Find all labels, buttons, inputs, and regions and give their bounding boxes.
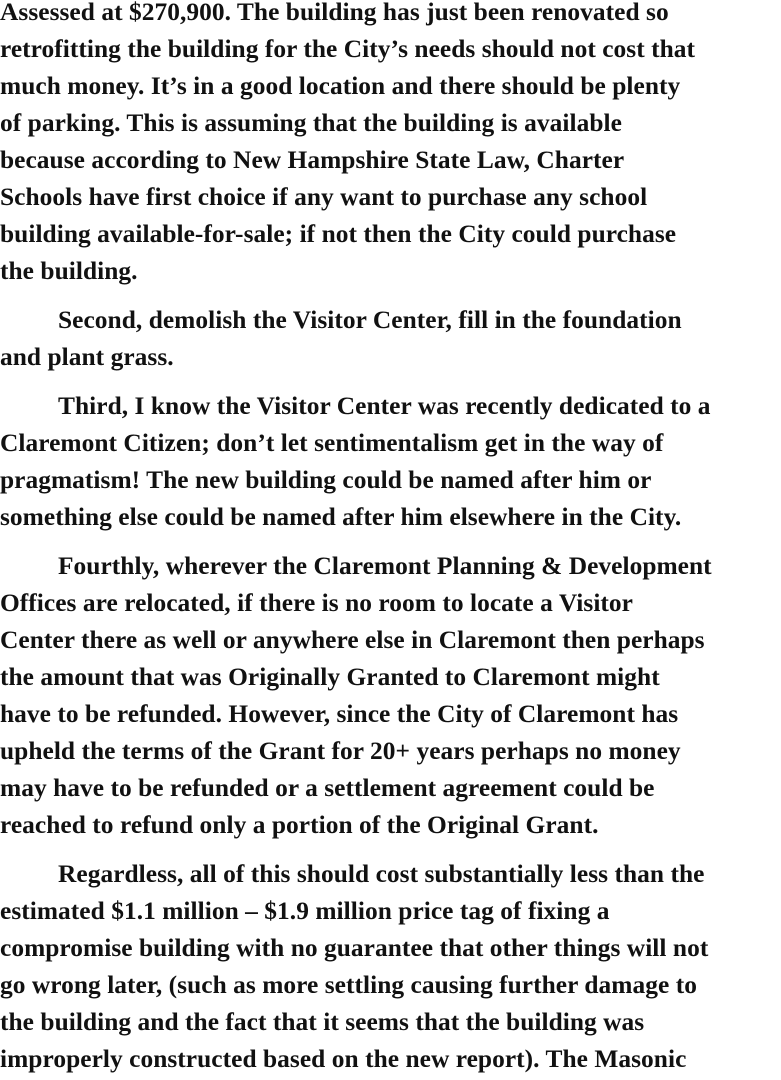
text-line: Fourthly, wherever the Claremont Planning & Development — [58, 552, 712, 580]
text-line: Offices are relocated, if there is no room to locate a Visitor — [0, 589, 633, 617]
text-line: much money. It’s in a good location and there should be plenty — [0, 72, 681, 100]
text-line: the amount that was Originally Granted to Claremont might — [0, 663, 660, 691]
text-line: Assessed at $270,900. The building has just been renovated so — [0, 0, 669, 26]
text-line: may have to be refunded or a settlement agreement could be — [0, 774, 655, 802]
text-line: retrofitting the building for the City’s needs should not cost that — [0, 35, 696, 63]
text-line: Third, I know the Visitor Center was recently dedicated to a — [58, 392, 711, 420]
text-line: building available-for-sale; if not then the City could purchase — [0, 220, 677, 248]
text-line: compromise building with no guarantee that other things will not — [0, 934, 709, 962]
text-line: the building. — [0, 257, 138, 285]
text-line: the building and the fact that it seems that the building was — [0, 1008, 645, 1036]
text-line: have to be refunded. However, since the City of Claremont has — [0, 700, 679, 728]
text-line: improperly constructed based on the new report). The Masonic — [0, 1045, 687, 1073]
text-line: something else could be named after him elsewhere in the City. — [0, 503, 682, 531]
text-line: Schools have first choice if any want to purchase any school — [0, 183, 648, 211]
text-line: of parking. This is assuming that the building is available — [0, 109, 622, 137]
text-line: Claremont Citizen; don’t let sentimentalism get in the way of — [0, 429, 664, 457]
text-line: upheld the terms of the Grant for 20+ years perhaps no money — [0, 737, 681, 765]
text-line: Second, demolish the Visitor Center, fill in the foundation — [58, 306, 682, 334]
text-line: pragmatism! The new building could be named after him or — [0, 466, 652, 494]
text-line: reached to refund only a portion of the Original Grant. — [0, 811, 599, 839]
text-line: Center there as well or anywhere else in Claremont then perhaps — [0, 626, 705, 654]
text-line: and plant grass. — [0, 343, 174, 371]
text-line: Regardless, all of this should cost substantially less than the — [58, 860, 705, 888]
text-line: because according to New Hampshire State Law, Charter — [0, 146, 625, 174]
text-line: go wrong later, (such as more settling causing further damage to — [0, 971, 697, 999]
text-line: estimated $1.1 million – $1.9 million price tag of fixing a — [0, 897, 610, 925]
